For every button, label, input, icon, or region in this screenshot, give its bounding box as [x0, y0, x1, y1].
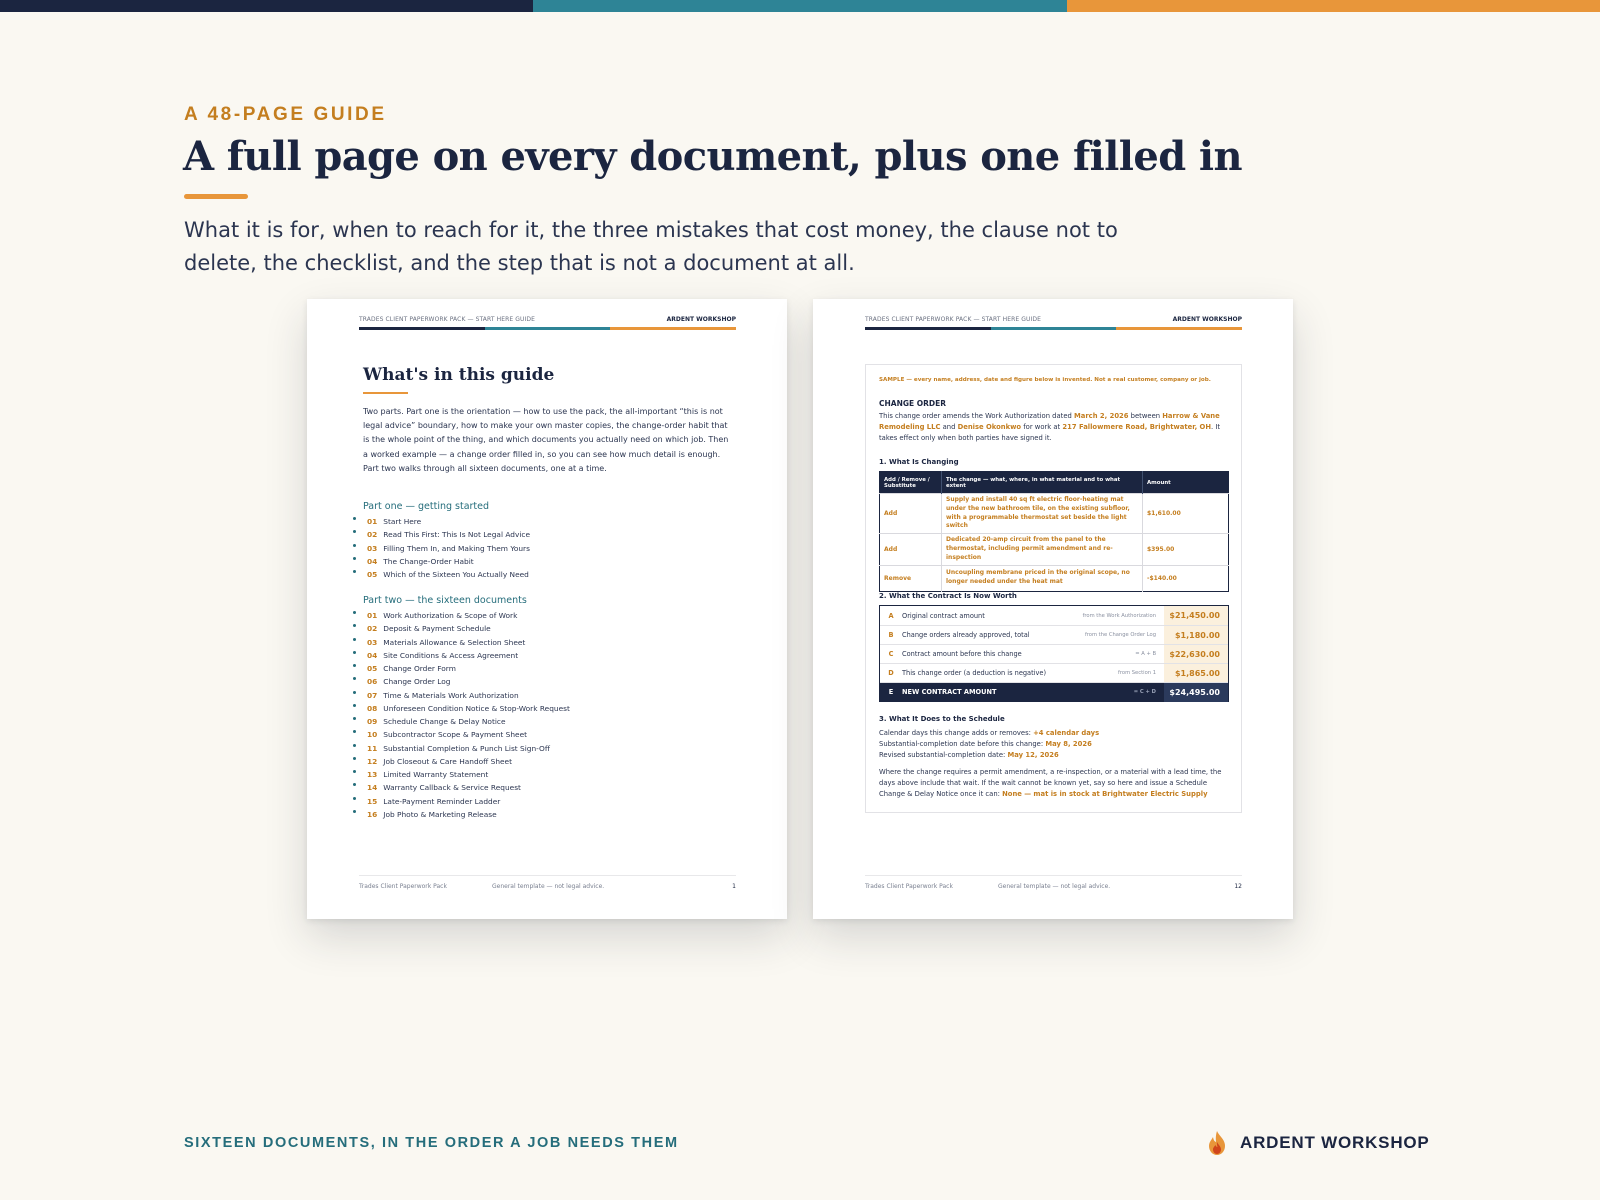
- bullet-dot-icon: [353, 744, 356, 747]
- toc-item-label: Time & Materials Work Authorization: [383, 690, 519, 700]
- toc-item-label: The Change-Order Habit: [383, 556, 474, 566]
- changes-header-action: Add / Remove / Substitute: [880, 472, 942, 494]
- toc-item-label: Deposit & Payment Schedule: [383, 624, 491, 634]
- toc-item-number: 07: [367, 690, 378, 700]
- toc-item: [353, 728, 570, 741]
- toc-item: [353, 662, 570, 675]
- toc-item-label: Job Closeout & Care Handoff Sheet: [383, 756, 512, 766]
- schedule-details: [879, 728, 1229, 800]
- section-3-title: 3. What It Does to the Schedule: [879, 715, 1005, 723]
- toc-item: [353, 675, 570, 688]
- worth-key: B: [888, 631, 894, 639]
- job-address: 217 Fallowmere Road, Brightwater, OH: [1062, 423, 1212, 431]
- contract-worth-table: [879, 605, 1229, 702]
- toc-item: [353, 781, 570, 794]
- bullet-dot-icon: [353, 544, 356, 547]
- toc-item-number: 11: [367, 743, 378, 753]
- brand-name: ARDENT WORKSHOP: [1240, 1133, 1430, 1152]
- changes-header-amount: Amount: [1143, 472, 1229, 494]
- section-1-title: 1. What Is Changing: [879, 458, 959, 466]
- worth-row: [880, 644, 1228, 663]
- bullet-dot-icon: [353, 783, 356, 786]
- worth-row: [880, 663, 1228, 682]
- change-description: Supply and install 40 sq ft electric floor-heating mat under the new bathroom tile, on the existing subfloor, with a programmable thermostat set beside the light switch: [942, 494, 1143, 534]
- change-row: [880, 534, 1229, 565]
- toc-item-label: Which of the Sixteen You Actually Need: [383, 570, 529, 580]
- title-underline: [184, 194, 248, 199]
- toc-item-label: Change Order Log: [383, 677, 451, 687]
- toc-item-label: Unforeseen Condition Notice & Stop-Work Request: [383, 703, 570, 713]
- toc-item-number: 13: [367, 770, 378, 780]
- schedule-before-value: May 8, 2026: [1045, 740, 1092, 749]
- worth-row: [880, 606, 1228, 625]
- toc-item-number: 02: [367, 530, 378, 540]
- toc-item-label: Substantial Completion & Punch List Sign-Off: [383, 743, 550, 753]
- part-one-list: [353, 515, 530, 581]
- page-footer: [865, 875, 1242, 890]
- toc-item-number: 09: [367, 717, 378, 727]
- toc-item-number: 10: [367, 730, 378, 740]
- change-order-intro: This change order amends the Work Authorization dated March 2, 2026 between Harrow & Vane Remodeling LLC and Denise Okonkwo for work at 217 Fallowmere Road, Brightwater, OH. It takes effect only when both parties have signed it.: [879, 412, 1221, 442]
- toc-item: [353, 542, 530, 555]
- work-authorization-date: March 2, 2026: [1073, 412, 1129, 420]
- headline: A full page on every document, plus one filled in: [183, 133, 1242, 180]
- lede: What it is for, when to reach for it, the three mistakes that cost money, the clause not to delete, the checklist, and the step that is not a document at all.: [184, 218, 1118, 275]
- brand-logo: [1206, 1130, 1430, 1156]
- worth-source: from the Change Order Log: [1084, 632, 1156, 638]
- toc-item-number: 01: [367, 611, 378, 621]
- worth-source: from Section 1: [1118, 670, 1156, 676]
- toc-item-label: Limited Warranty Statement: [383, 770, 489, 780]
- change-description: Uncoupling membrane priced in the original scope, no longer needed under the heat mat: [942, 565, 1143, 591]
- toc-item: [353, 702, 570, 715]
- toc-item: [353, 609, 570, 622]
- worth-label: Contract amount before this change: [902, 650, 1022, 658]
- toc-item-label: Start Here: [383, 517, 422, 527]
- toc-item: [353, 795, 570, 808]
- page-number: 12: [1234, 883, 1242, 890]
- page-header-brand: ARDENT WORKSHOP: [666, 316, 736, 323]
- part-one-heading: Part one — getting started: [363, 501, 490, 512]
- toc-item-number: 08: [367, 703, 378, 713]
- worth-key: D: [888, 669, 894, 677]
- toc-item-label: Filling Them In, and Making Them Yours: [383, 543, 530, 553]
- schedule-days-value: +4 calendar days: [1033, 729, 1100, 737]
- toc-item: [353, 768, 570, 781]
- bullet-dot-icon: [353, 730, 356, 733]
- toc-item: [353, 622, 570, 635]
- toc-item-number: 12: [367, 756, 378, 766]
- toc-item-number: 02: [367, 624, 378, 634]
- page-number: 1: [732, 883, 736, 890]
- toc-item-label: Subcontractor Scope & Payment Sheet: [383, 730, 528, 740]
- top-color-stripe: [0, 0, 1600, 12]
- toc-item: [353, 636, 570, 649]
- toc-item-number: 04: [367, 556, 378, 566]
- footer-pack-name: Trades Client Paperwork Pack: [865, 883, 953, 890]
- bullet-dot-icon: [353, 810, 356, 813]
- bullet-dot-icon: [353, 638, 356, 641]
- bullet-dot-icon: [353, 770, 356, 773]
- worth-row: [880, 625, 1228, 644]
- schedule-note: Where the change requires a permit amendment, a re-inspection, or a material with a lead time, the days above include that wait. If the wait cannot be known yet, say so here and issue a Schedule Change & Delay Notice once it can: None — mat is in stock at Brightwater Electric Supply: [879, 767, 1222, 799]
- toc-item-label: Job Photo & Marketing Release: [383, 809, 497, 819]
- bullet-dot-icon: [353, 797, 356, 800]
- page-header-stripe: [865, 327, 1242, 330]
- toc-item-label: Change Order Form: [383, 664, 456, 674]
- bullet-dot-icon: [353, 570, 356, 573]
- toc-item: [353, 568, 530, 581]
- change-amount: $395.00: [1143, 534, 1229, 565]
- worth-key: C: [888, 650, 894, 658]
- worth-source: = C + D: [1133, 689, 1156, 695]
- change-action: Add: [880, 534, 942, 565]
- change-description: Dedicated 20-amp circuit from the panel to the thermostat, including permit amendment and re-inspection: [942, 534, 1143, 565]
- toc-item-label: Schedule Change & Delay Notice: [383, 717, 506, 727]
- toc-item: [353, 742, 570, 755]
- guide-page-toc: [307, 299, 787, 919]
- worth-value: $24,495.00: [1164, 683, 1228, 702]
- bullet-dot-icon: [353, 664, 356, 667]
- toc-item-label: Read This First: This Is Not Legal Advice: [383, 530, 531, 540]
- worth-value: $1,180.00: [1164, 626, 1228, 645]
- schedule-before-line: Substantial-completion date before this change: May 8, 2026: [879, 740, 1092, 749]
- worth-value: $21,450.00: [1164, 606, 1228, 625]
- schedule-revised-line: Revised substantial-completion date: May 12, 2026: [879, 751, 1059, 760]
- bullet-dot-icon: [353, 691, 356, 694]
- guide-page-sample: [813, 299, 1293, 919]
- toc-item-label: Warranty Callback & Service Request: [383, 783, 521, 793]
- toc-item-label: Site Conditions & Access Agreement: [383, 650, 519, 660]
- toc-item: [353, 515, 530, 528]
- changes-header-description: The change — what, where, in what material and to what extent: [942, 472, 1143, 494]
- worth-label: Original contract amount: [902, 611, 985, 620]
- worth-label: Change orders already approved, total: [902, 631, 1030, 639]
- flame-icon: [1206, 1130, 1228, 1156]
- change-order-title: CHANGE ORDER: [879, 399, 947, 408]
- bullet-dot-icon: [353, 624, 356, 627]
- toc-item-label: Work Authorization & Scope of Work: [383, 611, 518, 621]
- worth-total-row: [880, 682, 1228, 701]
- guide-title: What's in this guide: [363, 365, 555, 385]
- toc-item-number: 15: [367, 796, 378, 806]
- worth-key: E: [888, 688, 894, 696]
- page-header-title: TRADES CLIENT PAPERWORK PACK — START HERE GUIDE: [359, 316, 535, 323]
- worth-label: NEW CONTRACT AMOUNT: [902, 688, 997, 696]
- bullet-dot-icon: [353, 651, 356, 654]
- toc-item: [353, 755, 570, 768]
- bullet-dot-icon: [353, 611, 356, 614]
- footer-tagline: SIXTEEN DOCUMENTS, IN THE ORDER A JOB NEEDS THEM: [184, 1135, 679, 1151]
- worth-label: This change order (a deduction is negative): [902, 669, 1047, 677]
- change-amount: -$140.00: [1143, 565, 1229, 591]
- changes-table: [879, 471, 1229, 592]
- toc-item-label: Materials Allowance & Selection Sheet: [383, 637, 526, 647]
- toc-item-number: 06: [367, 677, 378, 687]
- schedule-days-line: Calendar days this change adds or removes: +4 calendar days: [879, 729, 1100, 737]
- contractor-name: Harrow & Vane Remodeling LLC: [879, 412, 1220, 431]
- schedule-revised-value: May 12, 2026: [1007, 751, 1059, 760]
- toc-item: [353, 528, 530, 541]
- change-amount: $1,610.00: [1143, 494, 1229, 534]
- toc-item-number: 14: [367, 783, 378, 793]
- part-two-heading: Part two — the sixteen documents: [363, 595, 527, 606]
- footer-disclaimer: General template — not legal advice.: [998, 883, 1111, 890]
- toc-item-number: 04: [367, 650, 378, 660]
- toc-item-number: 03: [367, 637, 378, 647]
- toc-item-number: 05: [367, 570, 378, 580]
- eyebrow: A 48-PAGE GUIDE: [184, 104, 387, 125]
- toc-item: [353, 808, 570, 821]
- guide-title-underline: [363, 392, 408, 394]
- toc-item-number: 03: [367, 543, 378, 553]
- worth-source: from the Work Authorization: [1082, 612, 1156, 619]
- toc-item-number: 05: [367, 664, 378, 674]
- toc-item: [353, 555, 530, 568]
- bullet-dot-icon: [353, 757, 356, 760]
- change-action: Add: [880, 494, 942, 534]
- change-action: Remove: [880, 565, 942, 591]
- footer-disclaimer: General template — not legal advice.: [492, 883, 605, 890]
- schedule-note-value: None — mat is in stock at Brightwater Electric Supply: [1002, 790, 1208, 799]
- worth-value: $22,630.00: [1164, 645, 1228, 664]
- change-row: [880, 494, 1229, 534]
- worth-source: = A + B: [1135, 651, 1156, 657]
- page-header-brand: ARDENT WORKSHOP: [1172, 316, 1242, 323]
- toc-item: [353, 689, 570, 702]
- page-header-stripe: [359, 327, 736, 330]
- page-footer: [359, 875, 736, 890]
- bullet-dot-icon: [353, 717, 356, 720]
- sample-change-order: [865, 364, 1242, 813]
- worth-key: A: [888, 611, 894, 620]
- bullet-dot-icon: [353, 557, 356, 560]
- toc-item-number: 16: [367, 809, 378, 819]
- bullet-dot-icon: [353, 530, 356, 533]
- bullet-dot-icon: [353, 517, 356, 520]
- toc-item-number: 01: [367, 517, 378, 527]
- bullet-dot-icon: [353, 704, 356, 707]
- page-header-title: TRADES CLIENT PAPERWORK PACK — START HERE GUIDE: [865, 316, 1041, 323]
- change-row: [880, 565, 1229, 591]
- toc-item: [353, 649, 570, 662]
- part-two-list: [353, 609, 570, 821]
- footer-pack-name: Trades Client Paperwork Pack: [359, 883, 447, 890]
- toc-item-label: Late-Payment Reminder Ladder: [383, 796, 501, 806]
- section-2-title: 2. What the Contract Is Now Worth: [879, 592, 1017, 600]
- bullet-dot-icon: [353, 677, 356, 680]
- toc-item: [353, 715, 570, 728]
- client-name: Denise Okonkwo: [957, 423, 1022, 431]
- worth-value: $1,865.00: [1164, 664, 1228, 683]
- sample-disclaimer: SAMPLE — every name, address, date and figure below is invented. Not a real customer, company or job.: [879, 377, 1211, 383]
- guide-intro: Two parts. Part one is the orientation — how to use the pack, the all-important “this is not legal advice” boundary, how to make your own master copies, the change-order habit that is the whole point of the thing, and which documents you actually need on which job. Then a worked example — a change order filled in, so you can see how much detail is enough. Part two walks through all sixteen documents, one at a time.: [363, 407, 729, 473]
